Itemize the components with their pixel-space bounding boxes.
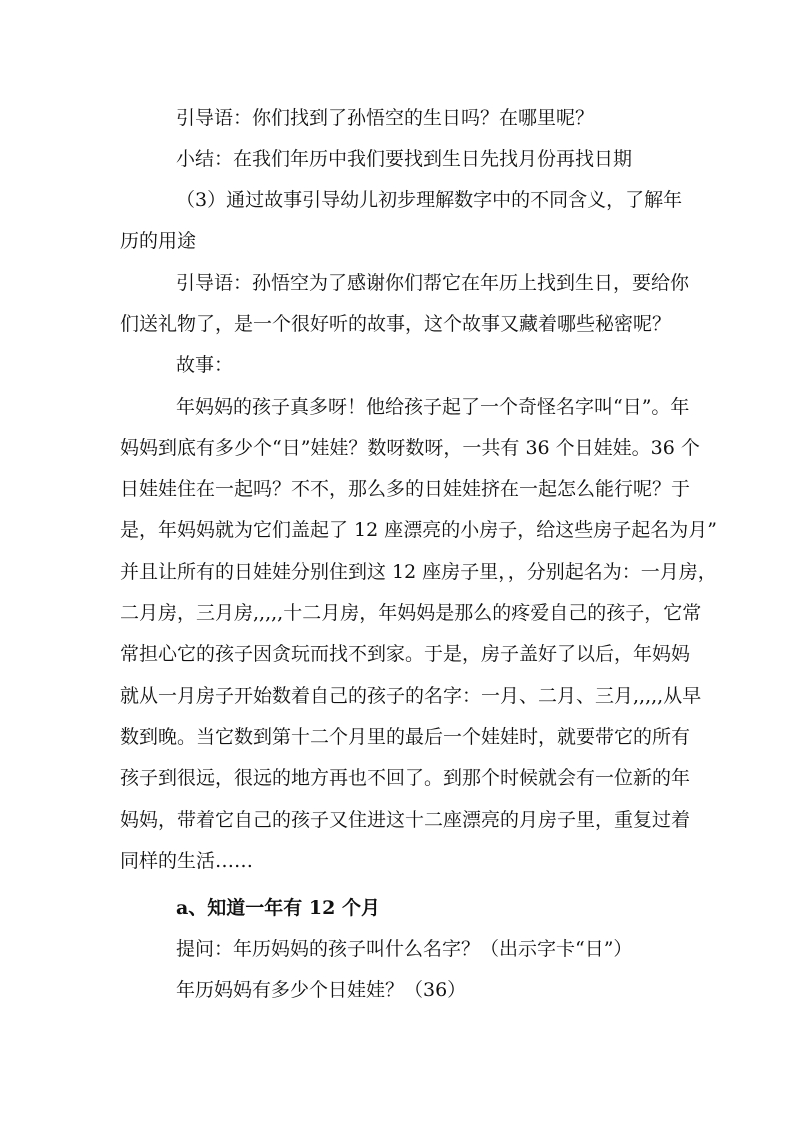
story-line-6: 二月房，三月房,,,,,十二月房，年妈妈是那么的疼爱自己的孩子，它常 [120,602,702,624]
story-line-11: 妈妈，带着它自己的孩子又住进这十二座漂亮的月房子里，重复过着 [120,809,691,831]
subsection-heading-a: a、知道一年有 12 个月 [176,897,380,919]
story-line-10: 孩子到很远，很远的地方再也不回了。到那个时候就会有一位新的年 [120,767,691,789]
story-line-8: 就从一月房子开始数着自己的孩子的名字：一月、二月、三月,,,,,从早 [120,685,702,707]
story-line-3: 日娃娃住在一起吗？不不，那么多的日娃娃挤在一起怎么能行呢？于 [120,478,691,500]
story-line-12: 同样的生活…… [120,850,254,872]
section-heading-3-line-2: 历的用途 [120,230,197,252]
section-heading-3-line-1: （3）通过故事引导幼儿初步理解数字中的不同含义，了解年 [176,189,683,211]
story-line-4: 是，年妈妈就为它们盖起了 12 座漂亮的小房子，给这些房子起名为月” [120,519,717,541]
paragraph-guide-2-line-1: 引导语：孙悟空为了感谢你们帮它在年历上找到生日，要给你 [176,272,690,294]
story-line-7: 常担心它的孩子因贪玩而找不到家。于是，房子盖好了以后，年妈妈 [120,643,691,665]
paragraph-guide-question: 引导语：你们找到了孙悟空的生日吗？在哪里呢？ [176,107,595,129]
story-line-5: 并且让所有的日娃娃分别住到这 12 座房子里，，分别起名为：一月房， [120,561,717,583]
paragraph-summary: 小结：在我们年历中我们要找到生日先找月份再找日期 [176,148,633,170]
story-line-1: 年妈妈的孩子真多呀！他给孩子起了一个奇怪名字叫“日”。年 [176,396,690,418]
question-1: 提问：年历妈妈的孩子叫什么名字？（出示字卡“日”） [176,938,633,960]
story-line-9: 数到晚。当它数到第十二个月里的最后一个娃娃时，就要带它的所有 [120,726,691,748]
story-label: 故事： [176,354,234,376]
question-2: 年历妈妈有多少个日娃娃？（36） [176,979,467,1001]
story-line-2: 妈妈到底有多少个“日”娃娃？数呀数呀，一共有 36 个日娃娃。36 个 [120,437,700,459]
paragraph-guide-2-line-2: 们送礼物了，是一个很好听的故事，这个故事又藏着哪些秘密呢？ [120,313,672,335]
